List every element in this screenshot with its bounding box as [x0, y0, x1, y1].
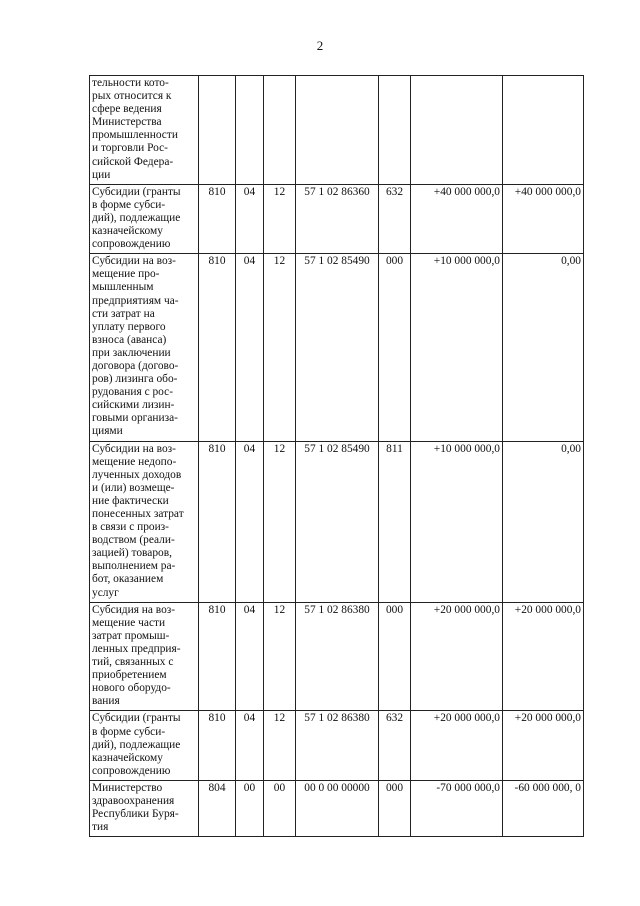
- item-name-line: ние фактически: [92, 494, 169, 507]
- amount-year1-cell: +20 000 000,0: [411, 711, 503, 780]
- item-name-line: понесенных затрат: [92, 508, 184, 520]
- expense-type-cell: 632: [379, 711, 411, 780]
- item-name-line: мещение части: [92, 616, 166, 629]
- expense-type-cell: 811: [379, 441, 411, 602]
- glava-cell: 810: [199, 184, 236, 253]
- amount-year1-cell: +10 000 000,0: [411, 441, 503, 602]
- item-name-line: предприятиям ча-: [92, 294, 179, 307]
- item-name-line: сопровождению: [92, 764, 171, 777]
- item-name-line: Субсидия на воз-: [92, 603, 176, 616]
- expense-type-cell: 000: [379, 602, 411, 711]
- table-row: [90, 184, 584, 253]
- amount-year2-cell: +40 000 000,0: [503, 184, 584, 253]
- expense-type-cell: 632: [379, 184, 411, 253]
- expense-type-cell: 000: [379, 780, 411, 836]
- item-name-line: мещение про-: [92, 268, 160, 281]
- item-name-line: дий), подлежащие: [92, 738, 181, 751]
- item-name-cell: [90, 254, 199, 441]
- glava-cell: 810: [199, 711, 236, 780]
- item-name-line: сийской Федера-: [92, 155, 174, 168]
- item-name-line: нового оборудо-: [92, 682, 171, 695]
- item-name-line: Субсидии на воз-: [92, 255, 176, 268]
- item-name-line: водством (реали-: [92, 534, 175, 547]
- item-name-line: здравоохранения: [92, 794, 175, 807]
- item-name-cell: [90, 780, 199, 836]
- item-name-line: сфере ведения: [92, 103, 162, 116]
- item-name-line: уплату первого: [92, 320, 166, 333]
- item-name-line: мещение недопо-: [92, 455, 177, 468]
- item-name-line: тий, связанных с: [92, 656, 174, 669]
- item-name-line: рудования с рос-: [92, 386, 174, 399]
- expense-type-cell: [379, 76, 411, 185]
- subsection-cell: 00: [264, 780, 296, 836]
- section-cell: 04: [236, 711, 264, 780]
- item-name-line: сопровождению: [92, 238, 171, 251]
- item-name-cell: [90, 76, 199, 185]
- expense-type-cell: 000: [379, 254, 411, 441]
- item-name-line: приобретением: [92, 669, 167, 682]
- item-name-line: циями: [92, 425, 123, 438]
- item-name-cell: [90, 711, 199, 780]
- glava-cell: 810: [199, 441, 236, 602]
- item-name-line: лученных доходов: [92, 468, 182, 481]
- item-name-line: услуг: [92, 586, 119, 599]
- item-name-line: договора (догово-: [92, 359, 179, 372]
- item-name-line: рых относится к: [92, 90, 172, 103]
- subsection-cell: 12: [264, 602, 296, 711]
- section-cell: 04: [236, 441, 264, 602]
- subsection-cell: 12: [264, 254, 296, 441]
- glava-cell: 810: [199, 602, 236, 711]
- subsection-cell: [264, 76, 296, 185]
- item-name-line: тия: [92, 821, 109, 834]
- item-name-line: казначейскому: [92, 751, 163, 764]
- item-name-line: Субсидии (гранты: [92, 185, 181, 198]
- budget-table: [89, 75, 584, 837]
- section-cell: 04: [236, 254, 264, 441]
- item-name-line: говыми организа-: [92, 412, 178, 425]
- target-article-cell: [296, 76, 379, 185]
- subsection-cell: 12: [264, 711, 296, 780]
- item-name-cell: [90, 184, 199, 253]
- amount-year1-cell: -70 000 000,0: [411, 780, 503, 836]
- table-body: [90, 76, 584, 837]
- target-article-cell: 00 0 00 00000: [296, 780, 379, 836]
- table-row: [90, 711, 584, 780]
- amount-year1-cell: +10 000 000,0: [411, 254, 503, 441]
- amount-year2-cell: 0,00: [503, 441, 584, 602]
- item-name-cell: [90, 441, 199, 602]
- section-cell: 04: [236, 184, 264, 253]
- section-cell: 00: [236, 780, 264, 836]
- item-name-line: Министерство: [92, 781, 163, 794]
- item-name-line: мышленным: [92, 281, 154, 294]
- item-name-line: ленных предприя-: [92, 642, 181, 655]
- item-name-line: и торговли Рос-: [92, 142, 168, 155]
- item-name-line: Министерства: [92, 116, 162, 129]
- subsection-cell: 12: [264, 441, 296, 602]
- item-name-line: Субсидии (гранты: [92, 712, 181, 725]
- section-cell: 04: [236, 602, 264, 711]
- section-cell: [236, 76, 264, 185]
- glava-cell: 804: [199, 780, 236, 836]
- item-name-line: в форме субси-: [92, 198, 166, 211]
- item-name-line: выполнением ра-: [92, 560, 176, 573]
- item-name-line: зацией) товаров,: [92, 547, 172, 560]
- table-row: [90, 76, 584, 185]
- item-name-line: промышленности: [92, 129, 178, 142]
- glava-cell: 810: [199, 254, 236, 441]
- item-name-line: в связи с произ-: [92, 521, 169, 534]
- item-name-line: вания: [92, 695, 120, 708]
- table-row: [90, 254, 584, 441]
- item-name-line: Субсидии на воз-: [92, 442, 176, 455]
- amount-year2-cell: 0,00: [503, 254, 584, 441]
- item-name-line: при заключении: [92, 346, 171, 359]
- amount-year2-cell: +20 000 000,0: [503, 711, 584, 780]
- amount-year1-cell: [411, 76, 503, 185]
- item-name-line: сти затрат на: [92, 307, 155, 320]
- table-row: [90, 602, 584, 711]
- item-name-line: тельности кото-: [92, 77, 169, 89]
- amount-year1-cell: +20 000 000,0: [411, 602, 503, 711]
- target-article-cell: 57 1 02 86360: [296, 184, 379, 253]
- item-name-cell: [90, 602, 199, 711]
- target-article-cell: 57 1 02 86380: [296, 602, 379, 711]
- item-name-line: казначейскому: [92, 225, 163, 238]
- amount-year1-cell: +40 000 000,0: [411, 184, 503, 253]
- target-article-cell: 57 1 02 86380: [296, 711, 379, 780]
- table-row: [90, 441, 584, 602]
- item-name-line: Республики Буря-: [92, 808, 179, 821]
- item-name-line: в форме субси-: [92, 725, 166, 738]
- item-name-line: сийскими лизин-: [92, 399, 175, 412]
- item-name-line: дий), подлежащие: [92, 211, 181, 224]
- item-name-line: ции: [92, 168, 111, 181]
- item-name-line: ров) лизинга обо-: [92, 373, 178, 386]
- item-name-line: взноса (аванса): [92, 333, 167, 346]
- amount-year2-cell: +20 000 000,0: [503, 602, 584, 711]
- glava-cell: [199, 76, 236, 185]
- item-name-line: и (или) возмеще-: [92, 481, 175, 494]
- page-number: 2: [316, 38, 324, 53]
- amount-year2-cell: [503, 76, 584, 185]
- amount-year2-cell: -60 000 000, 0: [503, 780, 584, 836]
- target-article-cell: 57 1 02 85490: [296, 254, 379, 441]
- table-row: [90, 780, 584, 836]
- subsection-cell: 12: [264, 184, 296, 253]
- item-name-line: бот, оказанием: [92, 573, 164, 586]
- item-name-line: затрат промыш-: [92, 629, 170, 642]
- target-article-cell: 57 1 02 85490: [296, 441, 379, 602]
